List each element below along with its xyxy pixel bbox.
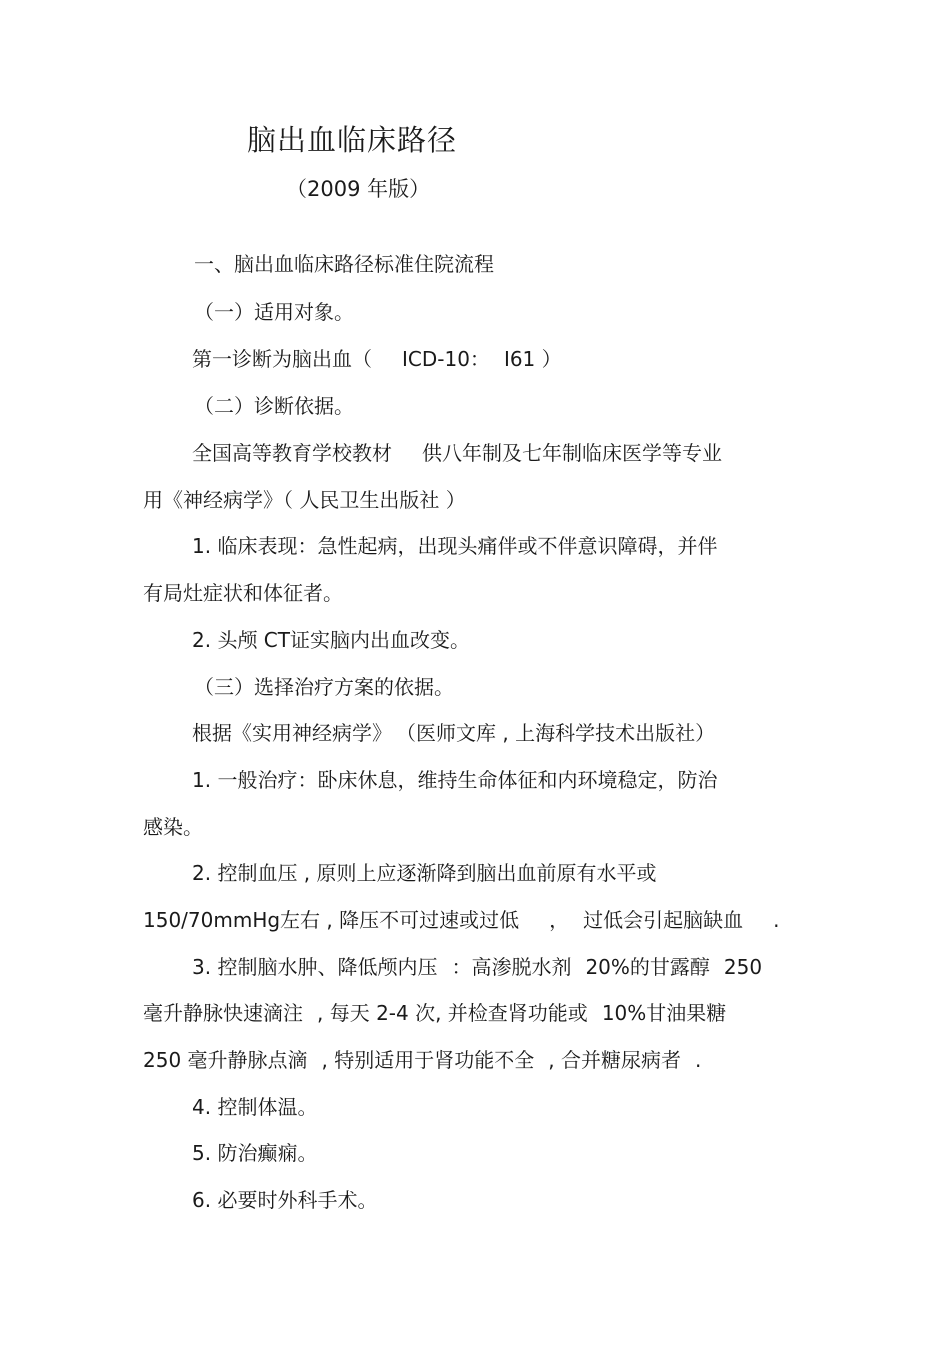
icd-label: ICD-10： <box>402 347 490 371</box>
mannitol-dose: 250 <box>723 955 763 979</box>
list-item-treatment-2-cont <box>143 907 780 933</box>
reference-book: 根据《实用神经病学》 <box>192 721 392 745</box>
infusion-text: 毫升静脉快速滴注 <box>143 1001 303 1025</box>
osmotic-agent: ：高渗脱水剂 <box>451 955 572 979</box>
paragraph-reference <box>192 720 715 746</box>
diabetes-indication: , 合并糖尿病者 <box>548 1048 681 1072</box>
list-item-treatment-1-cont: 感染。 <box>143 815 203 839</box>
list-item-treatment-6: 6. 必要时外科手术。 <box>192 1188 378 1212</box>
mannitol-concentration: 20%的甘露醇 <box>585 955 710 979</box>
diagnosis-text: 第一诊断为脑出血（ <box>192 347 372 371</box>
drip-text: 250 毫升静脉点滴 <box>143 1048 308 1072</box>
paragraph-diagnosis-code <box>192 346 562 372</box>
period-mark: . <box>694 1048 702 1072</box>
reference-publisher: （医师文库 , 上海科学技术出版社） <box>406 721 716 745</box>
icd-code: I61 ） <box>503 347 562 371</box>
list-item-treatment-2: 2. 控制血压 , 原则上应逐渐降到脑出血前原有水平或 <box>192 861 657 885</box>
frequency-text: , 每天 2-4 次, 并检查肾功能或 <box>317 1001 588 1025</box>
subsection-heading-applicable: （一）适用对象。 <box>194 300 354 324</box>
list-item-treatment-3 <box>192 954 762 980</box>
list-item-clinical-1: 1. 临床表现：急性起病，出现头痛伴或不伴意识障碍，并伴 <box>192 534 718 558</box>
paragraph-textbook <box>192 440 722 466</box>
glycerol-fructose: 10%甘油果糖 <box>601 1001 727 1025</box>
list-item-treatment-4: 4. 控制体温。 <box>192 1095 318 1119</box>
document-edition: （2009 年版） <box>286 177 431 201</box>
document-title: 脑出血临床路径 <box>247 123 458 157</box>
renal-indication: , 特别适用于肾功能不全 <box>321 1048 535 1072</box>
blood-pressure-text: 150/70mmHg左右 , 降压不可过速或过低 <box>143 908 520 932</box>
list-item-treatment-1: 1. 一般治疗：卧床休息，维持生命体征和内环境稳定，防治 <box>192 768 718 792</box>
section-heading-1: 一、脑出血临床路径标准住院流程 <box>194 252 494 276</box>
comma-mark: ， <box>549 908 570 932</box>
subsection-heading-treatment: （三）选择治疗方案的依据。 <box>194 675 454 699</box>
textbook-text: 全国高等教育学校教材 <box>192 441 392 465</box>
textbook-audience: 供八年制及七年制临床医学等专业 <box>422 441 722 465</box>
ischemia-warning: 过低会引起脑缺血 <box>583 908 744 932</box>
period-mark: . <box>773 908 780 932</box>
edema-control-text: 3. 控制脑水肿、降低颅内压 <box>192 955 438 979</box>
list-item-treatment-3-cont <box>143 1000 726 1026</box>
subsection-heading-basis: （二）诊断依据。 <box>194 394 354 418</box>
list-item-clinical-1-cont: 有局灶症状和体征者。 <box>143 581 343 605</box>
list-item-clinical-2: 2. 头颅 CT证实脑内出血改变。 <box>192 628 470 652</box>
list-item-treatment-3-cont2 <box>143 1047 701 1073</box>
paragraph-textbook-cont: 用《神经病学》（ 人民卫生出版社 ） <box>143 488 466 512</box>
list-item-treatment-5: 5. 防治癫痫。 <box>192 1141 318 1165</box>
